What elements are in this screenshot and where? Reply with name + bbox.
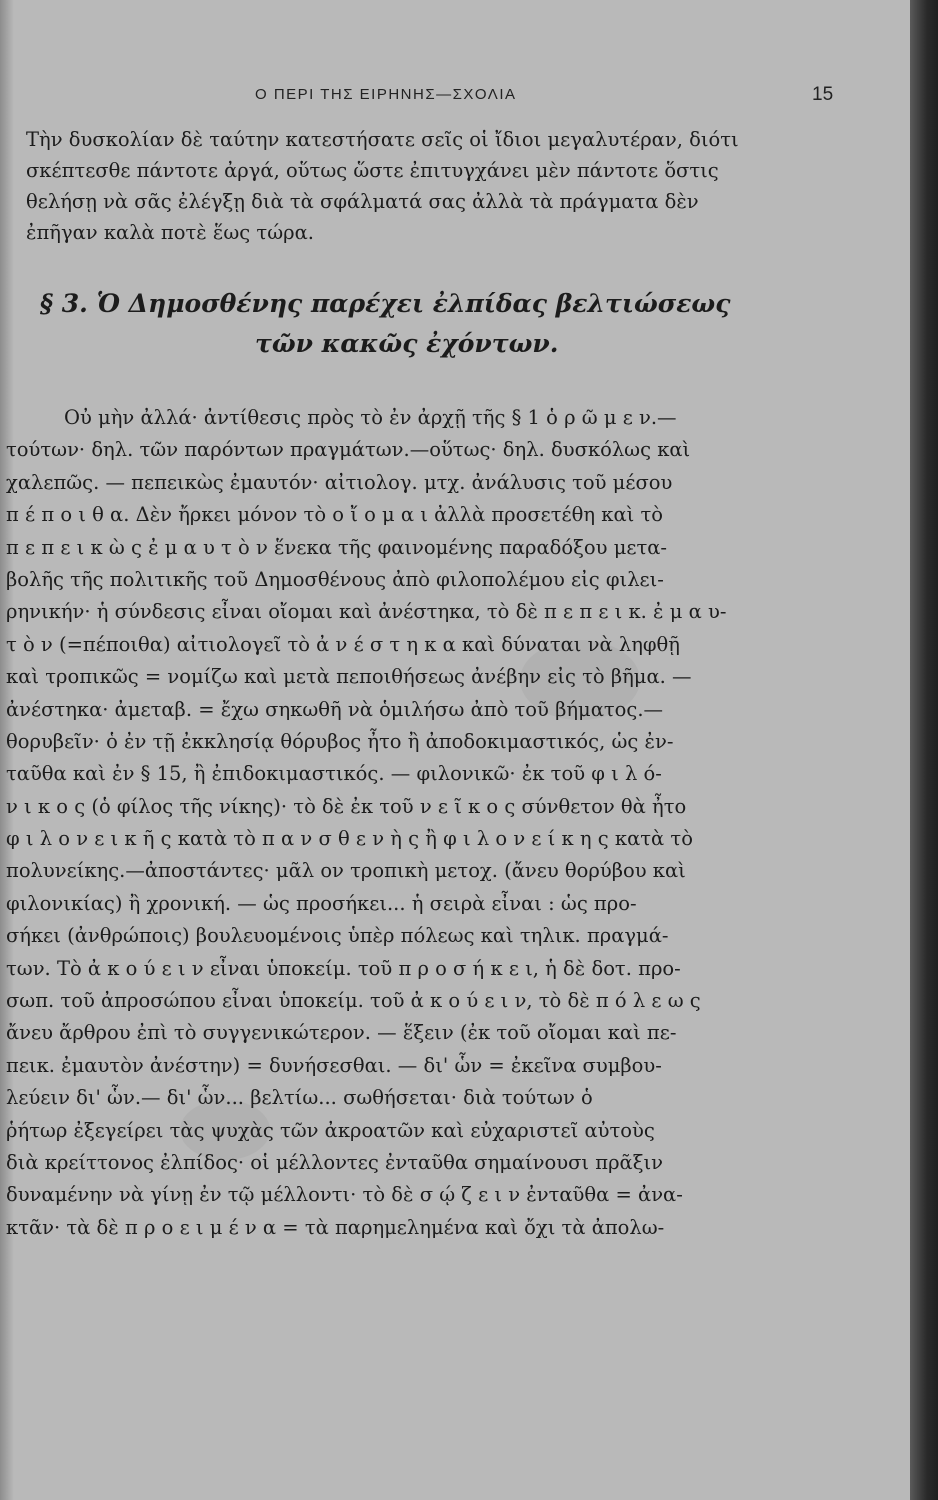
text-line: πολυνείκης.—ἀποστάντες· μᾶλ ον τροπικὴ μετοχ. (ἄνευ θορύβου καὶ [6, 859, 686, 883]
page-number: 15 [812, 84, 834, 105]
text-line: διὰ κρείττονος ἐλπίδος· οἱ μέλλοντες ἐνταῦθα σημαίνουσι πρᾶξιν [6, 1150, 663, 1174]
text-line [0, 1244, 828, 1276]
section-heading-line: τῶν κακῶς ἐχόντων. [255, 329, 559, 358]
text-line: π έ π ο ι θ α. Δὲν ἤρκει μόνον τὸ ο ἴ ο μ α ι ἀλλὰ προσετέθη καὶ τὸ [6, 503, 664, 527]
text-line: ἄνευ ἄρθρου ἐπὶ τὸ συγγενικώτερον. — ἕξειν (ἐκ τοῦ οἴομαι καὶ πε- [6, 1021, 677, 1045]
text-line: χαλεπῶς. — πεπεικὼς ἐμαυτόν· αἰτιολογ. μτχ. ἀνάλυσις τοῦ μέσου [6, 470, 673, 494]
text-line: θελήσῃ νὰ σᾶς ἐλέγξῃ διὰ τὰ σφάλματά σας ἀλλὰ τὰ πράγματα δὲν [26, 190, 699, 213]
text-line: ἀνέστηκα· ἀμεταβ. = ἔχω σηκωθῆ νὰ ὁμιλήσω ἀπὸ τοῦ βήματος.— [6, 697, 664, 721]
text-line: ρηνικήν· ἡ σύνδεσις εἶναι οἴομαι καὶ ἀνέστηκα, τὸ δὲ π ε π ε ι κ. ἐ μ α υ- [6, 600, 727, 624]
text-line: ἐπῆγαν καλὰ ποτὲ ἕως τώρα. [26, 221, 314, 244]
text-line: Οὐ μὴν ἀλλά· ἀντίθεσις πρὸς τὸ ἐν ἀρχῇ τῆς § 1 ὁ ρ ῶ μ ε ν.— [64, 406, 677, 429]
text-line: τούτων· δηλ. τῶν παρόντων πραγμάτων.—οὕτως· δηλ. δυσκόλως καὶ [6, 438, 691, 462]
text-line: σήκει (ἀνθρώποις) βουλευομένοις ὑπὲρ πόλεως καὶ τηλικ. πραγμά- [6, 924, 669, 948]
page-text [0, 124, 828, 1309]
text-line: πεικ. ἐμαυτὸν ἀνέστην) = δυνήσεσθαι. — δι' ὧν = ἐκεῖνα συμβου- [6, 1053, 662, 1077]
text-line: φιλονικίας) ἢ χρονική. — ὡς προσήκει... ἡ σειρὰ εἶναι : ὡς προ- [6, 891, 637, 915]
book-gutter [910, 0, 938, 1500]
text-line: ν ι κ ο ς (ὁ φίλος τῆς νίκης)· τὸ δὲ ἐκ τοῦ ν ε ῖ κ ο ς σύνθετον θὰ ἦτο [6, 794, 687, 818]
text-line: κτᾶν· τὰ δὲ π ρ ο ε ι μ έ ν α = τὰ παρημελημένα καὶ ὄχι τὰ ἀπολω- [6, 1215, 665, 1239]
section-heading [0, 284, 828, 374]
text-line: λεύειν δι' ὧν.— δι' ὧν... βελτίω... σωθήσεται· διὰ τούτων ὁ [6, 1086, 593, 1110]
text-line: τ ὸ ν (=πέποιθα) αἰτιολογεῖ τὸ ἀ ν έ σ τ η κ α καὶ δύναται νὰ ληφθῇ [6, 632, 680, 656]
text-line: καὶ τροπικῶς = νομίζω καὶ μετὰ πεποιθήσεως ἀνέβην εἰς τὸ βῆμα. — [6, 665, 692, 689]
text-line: π ε π ε ι κ ὼ ς ἐ μ α υ τ ὸ ν ἕνεκα τῆς φαινομένης παραδόξου μετα- [6, 535, 668, 559]
text-line: Τὴν δυσκολίαν δὲ ταύτην κατεστήσατε σεῖς οἱ ἴδιοι μεγαλυτέραν, διότι [26, 128, 739, 151]
page-header [0, 86, 910, 110]
text-line: θορυβεῖν· ὁ ἐν τῇ ἐκκλησίᾳ θόρυβος ἦτο ἢ ἀποδοκιμαστικός, ὡς ἐν- [6, 729, 674, 753]
text-line: σωπ. τοῦ ἀπροσώπου εἶναι ὑποκείμ. τοῦ ἀ κ ο ύ ε ι ν, τὸ δὲ π ό λ ε ω ς [6, 989, 701, 1013]
text-line: ταῦθα καὶ ἐν § 15, ἢ ἐπιδοκιμαστικός. — φιλονικῶ· ἐκ τοῦ φ ι λ ό- [6, 762, 662, 786]
text-line: δυναμένην νὰ γίνῃ ἐν τῷ μέλλοντι· τὸ δὲ σ ῴ ζ ε ι ν ἐνταῦθα = ἀνα- [6, 1183, 683, 1207]
section-heading-line: § 3. Ὁ Δημοσθένης παρέχει ἐλπίδας βελτιώσεως [40, 289, 731, 318]
intro-paragraph [0, 124, 828, 248]
text-line: βολῆς τῆς πολιτικῆς τοῦ Δημοσθένους ἀπὸ φιλοπολέμου εἰς φιλει- [6, 567, 664, 591]
text-line: φ ι λ ο ν ε ι κ ῆ ς κατὰ τὸ π α ν σ θ ε ν ὴ ς ἢ φ ι λ ο ν ε ί κ η ς κατὰ τὸ [6, 827, 693, 851]
text-line: σκέπτεσθε πάντοτε ἀργά, οὕτως ὥστε ἐπιτυγχάνει μὲν πάντοτε ὅστις [26, 159, 719, 182]
text-line [0, 1277, 828, 1309]
text-line: των. Τὸ ἀ κ ο ύ ε ι ν εἶναι ὑποκείμ. τοῦ π ρ ο σ ή κ ε ι, ἡ δὲ δοτ. προ- [6, 956, 681, 980]
running-head: Ο ΠΕΡΙ ΤΗΣ ΕΙΡΗΝΗΣ—ΣΧΟΛΙΑ [255, 86, 517, 103]
text-line: ῥήτωρ ἐξεγείρει τὰς ψυχὰς τῶν ἀκροατῶν καὶ εὐχαριστεῖ αὐτοὺς [6, 1118, 655, 1142]
commentary-paragraph [0, 402, 828, 1309]
